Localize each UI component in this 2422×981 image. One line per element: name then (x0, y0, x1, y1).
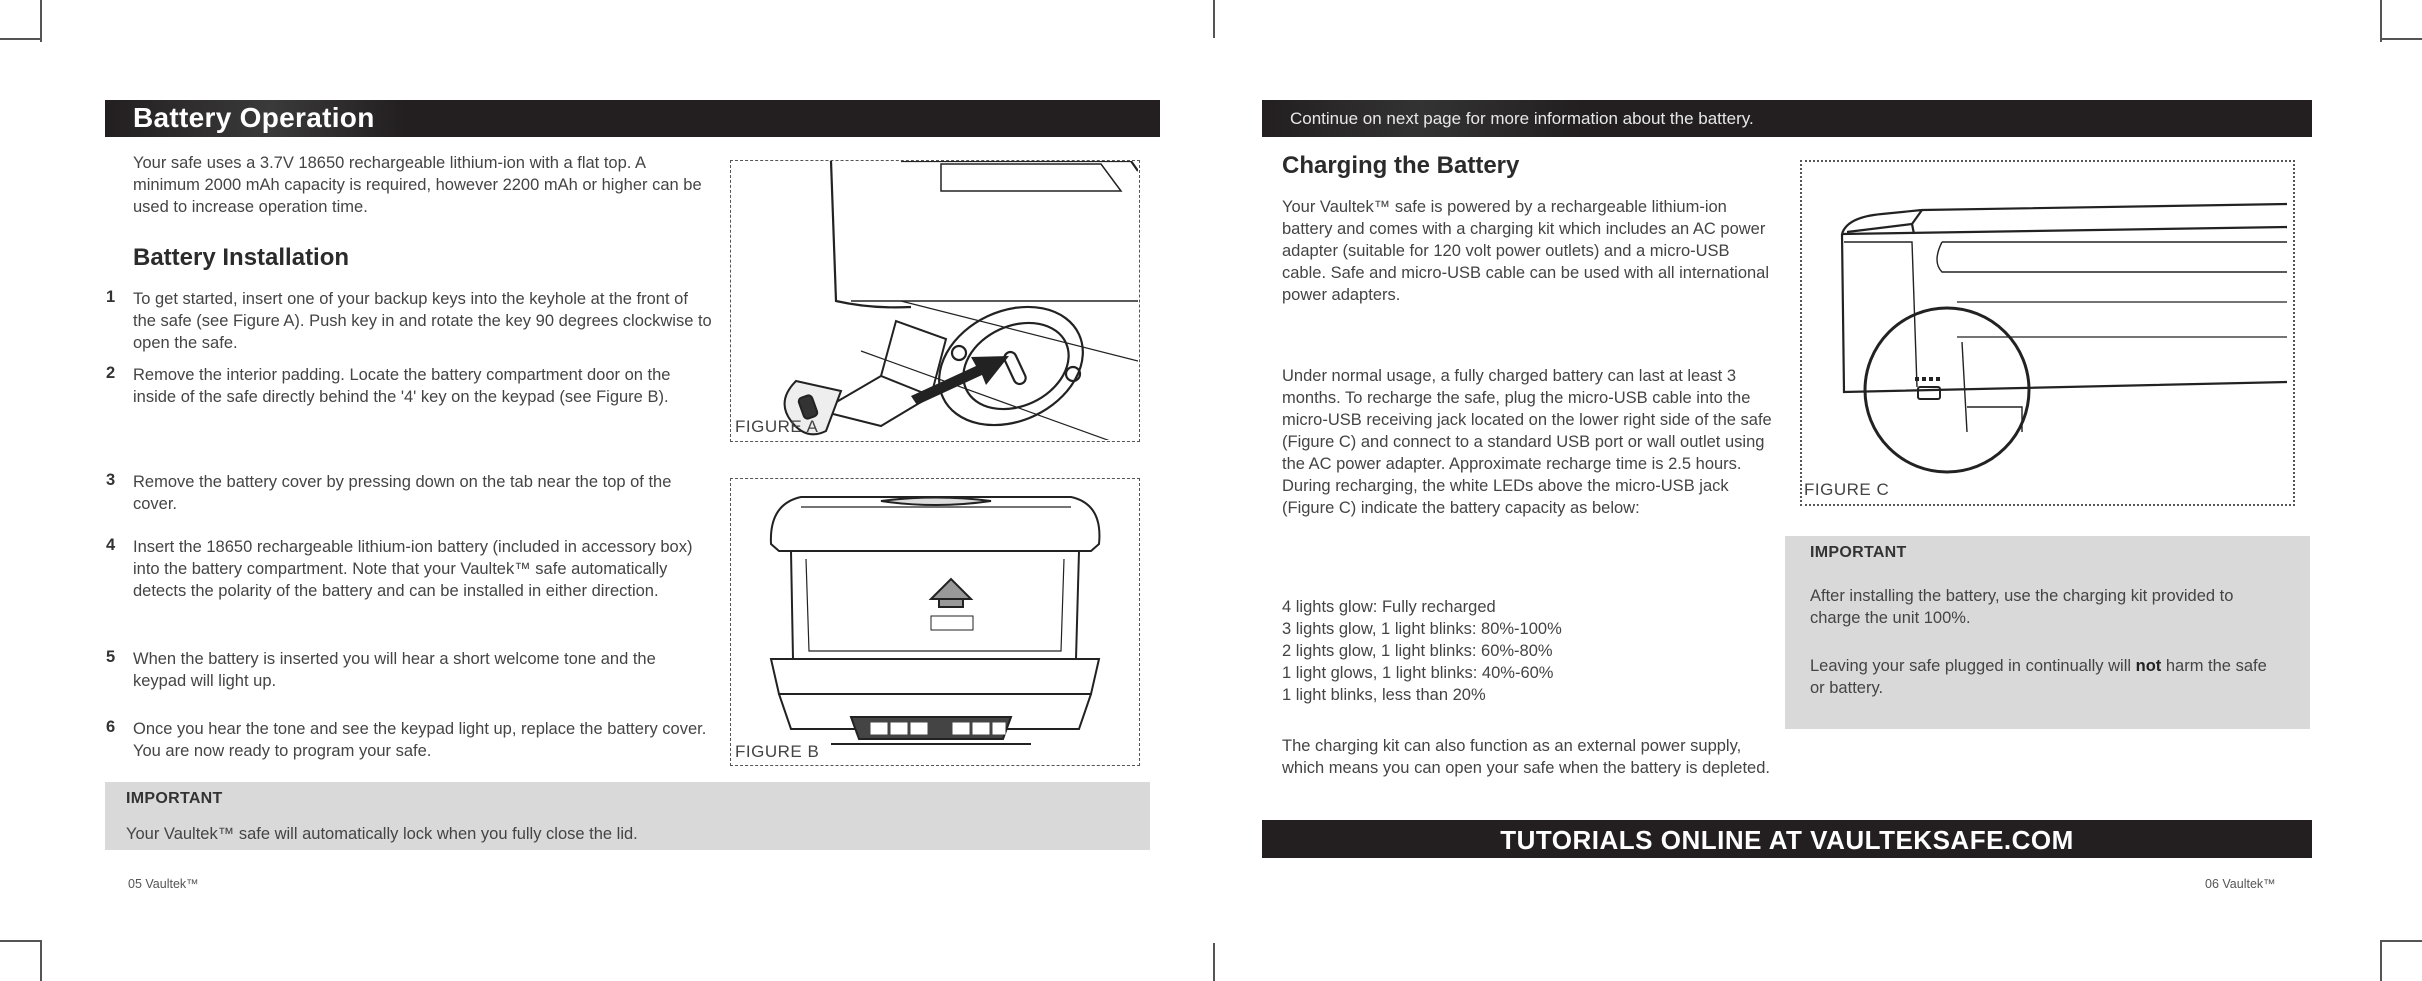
crop-mark (0, 38, 42, 40)
step-number: 5 (106, 648, 116, 666)
crop-mark (2380, 38, 2422, 40)
important-text: Your Vaultek™ safe will automatically lock when you fully close the lid. (126, 825, 638, 843)
battery-level-item: 2 lights glow, 1 light blinks: 60%-80% (1282, 642, 1553, 660)
usb-jack-illustration (1802, 162, 2292, 503)
page-footer: 05 Vaultek™ (128, 877, 199, 891)
section-title: Battery Operation (133, 102, 375, 133)
battery-level-item: 4 lights glow: Fully recharged (1282, 598, 1496, 616)
figure-c (1800, 160, 2295, 506)
battery-level-item: 3 lights glow, 1 light blinks: 80%-100% (1282, 620, 1562, 638)
important-title: IMPORTANT (126, 790, 223, 807)
step-text: Remove the battery cover by pressing down on the tab near the top of the cover. (133, 473, 672, 513)
important-text-post: harm the safe or battery. (1810, 657, 2267, 697)
figure-a-caption: FIGURE A (735, 417, 819, 436)
crop-mark (1213, 0, 1215, 38)
intro-paragraph: Your safe uses a 3.7V 18650 rechargeable lithium-ion with a flat top. A minimum 2000 mAh capacity is required, however 2200 mAh or higher can be used to increase operation time. (133, 154, 702, 216)
charging-paragraph-3: The charging kit can also function as an external power supply, which means you can open your safe when the battery is depleted. (1282, 737, 1770, 777)
continue-bar (1262, 100, 2312, 137)
tutorials-text: TUTORIALS ONLINE AT VAULTEKSAFE.COM (1500, 825, 2074, 855)
crop-mark (2380, 940, 2382, 981)
figure-b-caption: FIGURE B (735, 742, 820, 761)
step-text: To get started, insert one of your backup keys into the keyhole at the front of the safe (see Figure A). Push key in and rotate the key 90 degrees clockwise to open the safe. (133, 290, 712, 352)
continue-text: Continue on next page for more information about the battery. (1290, 109, 1754, 128)
step-number: 3 (106, 471, 116, 489)
figure-c-caption: FIGURE C (1804, 480, 1890, 499)
step-text: Remove the interior padding. Locate the battery compartment door on the inside of the safe directly behind the '4' key on the keypad (see Figure B). (133, 366, 671, 406)
battery-level-item: 1 light glows, 1 light blinks: 40%-60% (1282, 664, 1554, 682)
figure-b (730, 478, 1140, 766)
battery-level-item: 1 light blinks, less than 20% (1282, 686, 1486, 704)
page-footer: 06 Vaultek™ (2205, 877, 2276, 891)
important-text-pre: Leaving your safe plugged in continually will (1810, 657, 2136, 675)
safe-keyhole-illustration (731, 161, 1138, 440)
important-text-bold: not (2135, 657, 2162, 675)
safe-interior-illustration (731, 479, 1138, 764)
important-text (1810, 655, 2280, 699)
step-text: Once you hear the tone and see the keypad light up, replace the battery cover. You are now ready to program your safe. (133, 720, 707, 760)
section-header-bar (105, 100, 1160, 137)
important-text: After installing the battery, use the charging kit provided to charge the unit 100%. (1810, 587, 2234, 627)
figure-a (730, 160, 1140, 442)
battery-level-list (1282, 596, 1782, 706)
crop-mark (0, 940, 42, 942)
step-text: When the battery is inserted you will hear a short welcome tone and the keypad will light up. (133, 650, 656, 690)
crop-mark (40, 940, 42, 981)
crop-mark (2380, 940, 2422, 942)
step-text: Insert the 18650 rechargeable lithium-ion battery (included in accessory box) into the battery compartment. Note that your Vaultek™ safe automatically detects the polarity of the battery and can be installed in either direction. (133, 538, 693, 600)
step-number: 4 (106, 536, 116, 554)
tutorials-bar (1262, 820, 2312, 858)
installation-heading: Battery Installation (133, 244, 350, 271)
charging-heading: Charging the Battery (1282, 152, 1520, 179)
important-title: IMPORTANT (1810, 544, 1907, 561)
charging-paragraph-1: Your Vaultek™ safe is powered by a rechargeable lithium-ion battery and comes with a charging kit which includes an AC power adapter (suitable for 120 volt power outlets) and a micro-USB cable. Safe and micro-USB cable can be used with all international power adapters. (1282, 198, 1770, 304)
important-box (1785, 536, 2310, 729)
step-number: 1 (106, 288, 116, 306)
step-number: 2 (106, 364, 116, 382)
charging-paragraph-2: Under normal usage, a fully charged battery can last at least 3 months. To recharge the safe, plug the micro-USB cable into the micro-USB receiving jack located on the lower right side of the safe (Figure C) and connect to a standard USB port or wall outlet using the AC power adapter. Approximate recharge time is 2.5 hours. During recharging, the white LEDs above the micro-USB jack (Figure C) indicate the battery capacity as below: (1282, 367, 1772, 517)
crop-mark (1213, 943, 1215, 981)
crop-mark (40, 0, 42, 42)
crop-mark (2380, 0, 2382, 42)
step-number: 6 (106, 718, 116, 736)
